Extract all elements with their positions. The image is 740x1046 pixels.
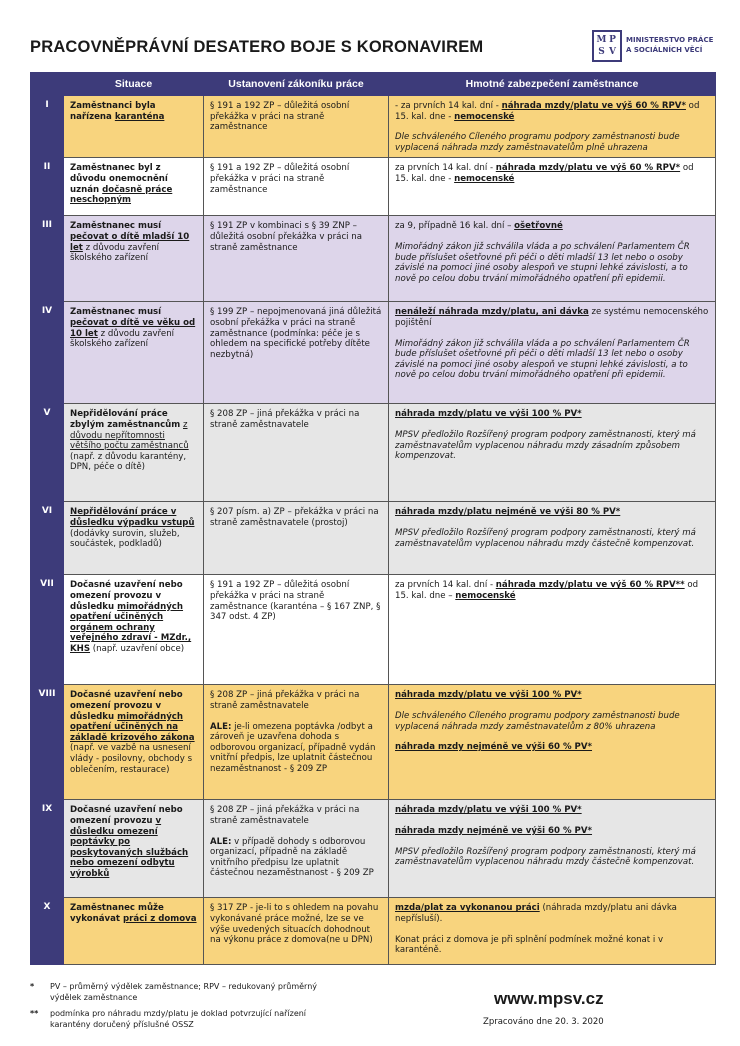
header-law: Ustanovení zákoníku práce xyxy=(204,73,389,96)
security-paragraph: Dle schváleného Cíleného programu podpory zaměstnanosti bude vyplacená náhrada mzdy zaměstnavatelům z 80% uhrazena xyxy=(395,710,680,732)
logo-text: MINISTERSTVO PRÁCE A SOCIÁLNÍCH VĚCÍ xyxy=(626,36,714,54)
table-row xyxy=(31,575,716,685)
security-cell xyxy=(389,302,716,404)
table-row xyxy=(31,404,716,502)
law-cell xyxy=(204,575,389,685)
law-cell xyxy=(204,216,389,302)
row-number: VI xyxy=(31,502,64,575)
situation-cell: Zaměstnanec může vykonávat práci z domova xyxy=(64,898,204,965)
security-paragraph: MPSV předložilo Rozšířený program podpory zaměstnanosti, který má zaměstnavatelům vyplacenou náhradu mzdy částečně kompenzovat. xyxy=(395,846,696,868)
security-paragraph: MPSV předložilo Rozšířený program podpory zaměstnanosti, který má zaměstnavatelům vyplacenou náhradu mzdy částečně kompenzovat. xyxy=(395,527,696,549)
security-paragraph: MPSV předložilo Rozšířený program podpory zaměstnanosti, který má zaměstnavatelům vyplacenou náhradu mzdy zásadním způsobem kompenzovat. xyxy=(395,429,696,462)
situation-cell: Zaměstnanec musí pečovat o dítě ve věku od 10 let z důvodu zavření školského zařízení xyxy=(64,302,204,404)
security-cell xyxy=(389,158,716,216)
table-row xyxy=(31,216,716,302)
row-number: III xyxy=(31,216,64,302)
situation-cell: Zaměstnanci byla nařízena karanténa xyxy=(64,96,204,158)
law-paragraph: § 208 ZP – jiná překážka v práci na straně zaměstnavatele xyxy=(210,805,360,826)
logo-emblem: M P S V xyxy=(592,30,622,62)
law-paragraph: § 208 ZP – jiná překážka v práci na straně zaměstnavatele xyxy=(210,690,360,711)
security-paragraph: Mimořádný zákon již schválila vláda a po schválení Parlamentem ČR bude příslušet ošetřovné při péči o děti mladší 13 let nebo o osoby závislé na pomoci jiné osoby alespoň ve stupni lehké závislosti, a to nově po celou dobu trvání mimořádného opatření při epidemii. xyxy=(395,241,690,284)
row-number: X xyxy=(31,898,64,965)
page-header xyxy=(30,30,720,70)
security-paragraph: náhrada mzdy/platu ve výši 100 % PV* xyxy=(395,805,582,816)
table-row xyxy=(31,302,716,404)
security-paragraph: Dle schváleného Cíleného programu podpory zaměstnanosti bude vyplacená náhrada mzdy zaměstnavatelům plně uhrazena xyxy=(395,132,680,153)
processed-date: Zpracováno dne 20. 3. 2020 xyxy=(483,1017,604,1027)
law-paragraph: ALE: je-li omezena poptávka /odbyt a zároveň je uzavřena dohoda s odborovou organizací, případně vydán vnitřní předpis, lze uplatnit částečnou nezaměstnanost - § 209 ZP xyxy=(210,721,376,774)
law-paragraph: § 191 a 192 ZP – důležitá osobní překážka v práci na straně zaměstnance xyxy=(210,163,350,195)
row-number: IX xyxy=(31,800,64,898)
website-link[interactable]: www.mpsv.cz xyxy=(494,989,604,1008)
security-paragraph: mzda/plat za vykonanou práci (náhrada mzdy/platu ani dávka nepřísluší). xyxy=(395,903,677,924)
law-cell xyxy=(204,502,389,575)
law-paragraph: § 207 písm. a) ZP – překážka v práci na straně zaměstnavatele (prostoj) xyxy=(210,507,379,528)
security-paragraph: za prvních 14 kal. dní - náhrada mzdy/platu ve výš 60 % RPV** od 15. kal. dne – nemocenské xyxy=(395,580,699,601)
table-header-row xyxy=(31,73,716,96)
security-paragraph: náhrada mzdy/platu nejméně ve výši 80 % PV* xyxy=(395,507,621,518)
rules-table xyxy=(30,72,716,965)
situation-cell: Nepřidělování práce zbylým zaměstnancům z důvodu nepřítomnosti většího počtu zaměstnanců (např. z důvodu karantény, DPN, péče o dítě) xyxy=(64,404,204,502)
footnote: * PV – průměrný výdělek zaměstnance; RPV – redukovaný průměrný výdělek zaměstnance xyxy=(30,982,317,1002)
security-cell xyxy=(389,800,716,898)
security-paragraph: Mimořádný zákon již schválila vláda a po schválení Parlamentem ČR bude příslušet ošetřovné při péči o děti mladší 13 let nebo o osoby závislé na pomoci jiné osoby alespoň ve stupni lehké závislosti, a to nově po celou dobu trvání mimořádného opatření při epidemii. xyxy=(395,338,690,381)
table-row xyxy=(31,898,716,965)
situation-cell: Dočasné uzavření nebo omezení provozu v důsledku mimořádných opatření učiněných orgánem ochrany veřejného zdraví - MZdr., KHS (např. uzavření obce) xyxy=(64,575,204,685)
table-row xyxy=(31,685,716,800)
security-paragraph: náhrada mzdy nejméně ve výši 60 % PV* xyxy=(395,742,593,753)
law-paragraph: § 208 ZP – jiná překážka v práci na straně zaměstnavatele xyxy=(210,409,360,430)
row-number: V xyxy=(31,404,64,502)
security-paragraph: - za prvních 14 kal. dní - náhrada mzdy/platu ve výš 60 % RPV* od 15. kal. dne - nemocenské xyxy=(395,101,700,122)
security-paragraph: náhrada mzdy/platu ve výši 100 % PV* xyxy=(395,690,582,701)
security-cell xyxy=(389,502,716,575)
law-paragraph: § 191 a 192 ZP – důležitá osobní překážka v práci na straně zaměstnance xyxy=(210,101,350,133)
security-cell xyxy=(389,96,716,158)
security-cell xyxy=(389,404,716,502)
security-cell xyxy=(389,898,716,965)
security-paragraph: náhrada mzdy nejméně ve výši 60 % PV* xyxy=(395,825,593,836)
law-cell xyxy=(204,302,389,404)
table-row xyxy=(31,158,716,216)
security-cell xyxy=(389,575,716,685)
situation-cell: Nepřidělování práce v důsledku výpadku vstupů (dodávky surovin, služeb, součástek, podkladů) xyxy=(64,502,204,575)
security-paragraph: za 9, případně 16 kal. dní – ošetřovné xyxy=(395,221,563,232)
page-title: PRACOVNĚPRÁVNÍ DESATERO BOJE S KORONAVIREM xyxy=(30,38,484,56)
security-paragraph: Konat práci z domova je při splnění podmínek možné konat i v karanténě. xyxy=(395,934,664,956)
security-paragraph: za prvních 14 kal. dní - náhrada mzdy/platu ve výš 60 % RPV* od 15. kal. dne - nemocenské xyxy=(395,163,694,184)
row-number: IV xyxy=(31,302,64,404)
row-number: VIII xyxy=(31,685,64,800)
law-cell xyxy=(204,685,389,800)
law-paragraph: § 199 ZP – nepojmenovaná jiná důležitá osobní překážka v práci na straně zaměstnance (podmínka: péče je s ohledem na specifické potřeby dítěte nezbytná) xyxy=(210,307,382,360)
table-row xyxy=(31,502,716,575)
security-paragraph: náhrada mzdy/platu ve výši 100 % PV* xyxy=(395,409,582,420)
situation-cell: Dočasné uzavření nebo omezení provozu v důsledku omezení poptávky po poskytovaných službách nebo omezení odbytu výrobků xyxy=(64,800,204,898)
table-row xyxy=(31,96,716,158)
law-cell xyxy=(204,158,389,216)
situation-cell: Zaměstnanec musí pečovat o dítě mladší 10 let z důvodu zavření školského zařízení xyxy=(64,216,204,302)
law-cell xyxy=(204,800,389,898)
footnotes xyxy=(30,982,340,1036)
situation-cell: Zaměstnanec byl z důvodu onemocnění uznán dočasně práce neschopným xyxy=(64,158,204,216)
header-situation: Situace xyxy=(64,73,204,96)
situation-cell: Dočasné uzavření nebo omezení provozu v důsledku mimořádných opatření učiněných na základě krizového zákona (např. ve vazbě na usnesení vlády - posilovny, obchody s oblečením, restaurace) xyxy=(64,685,204,800)
mpsv-logo xyxy=(592,30,722,66)
security-cell xyxy=(389,685,716,800)
table-row xyxy=(31,800,716,898)
law-cell xyxy=(204,898,389,965)
header-num xyxy=(31,73,64,96)
row-number: II xyxy=(31,158,64,216)
law-cell xyxy=(204,404,389,502)
footnote: ** podmínka pro náhradu mzdy/platu je doklad potvrzující nařízení karantény doručený příslušné OSSZ xyxy=(30,1009,307,1029)
row-number: VII xyxy=(31,575,64,685)
header-security: Hmotné zabezpečení zaměstnance xyxy=(389,73,716,96)
law-paragraph: ALE: v případě dohody s odborovou organizací, případně na základě vnitřního předpisu lze uplatnit částečnou nezaměstnanost - § 209 ZP xyxy=(210,836,374,879)
security-paragraph: nenáleží náhrada mzdy/platu, ani dávka ze systému nemocenského pojištění xyxy=(395,307,709,328)
law-paragraph: § 191 ZP v kombinaci s § 39 ZNP – důležitá osobní překážka v práci na straně zaměstnance xyxy=(210,221,362,253)
law-cell xyxy=(204,96,389,158)
law-paragraph: § 191 a 192 ZP – důležitá osobní překážka v práci na straně zaměstnance (karanténa – § 167 ZNP, § 347 odst. 4 ZP) xyxy=(210,580,381,623)
law-paragraph: § 317 ZP - je-li to s ohledem na povahu vykonávané práce možné, lze se ve výše uvedených situacích dohodnout na výkonu práce z domova(ne u DPN) xyxy=(210,903,379,946)
security-cell xyxy=(389,216,716,302)
row-number: I xyxy=(31,96,64,158)
